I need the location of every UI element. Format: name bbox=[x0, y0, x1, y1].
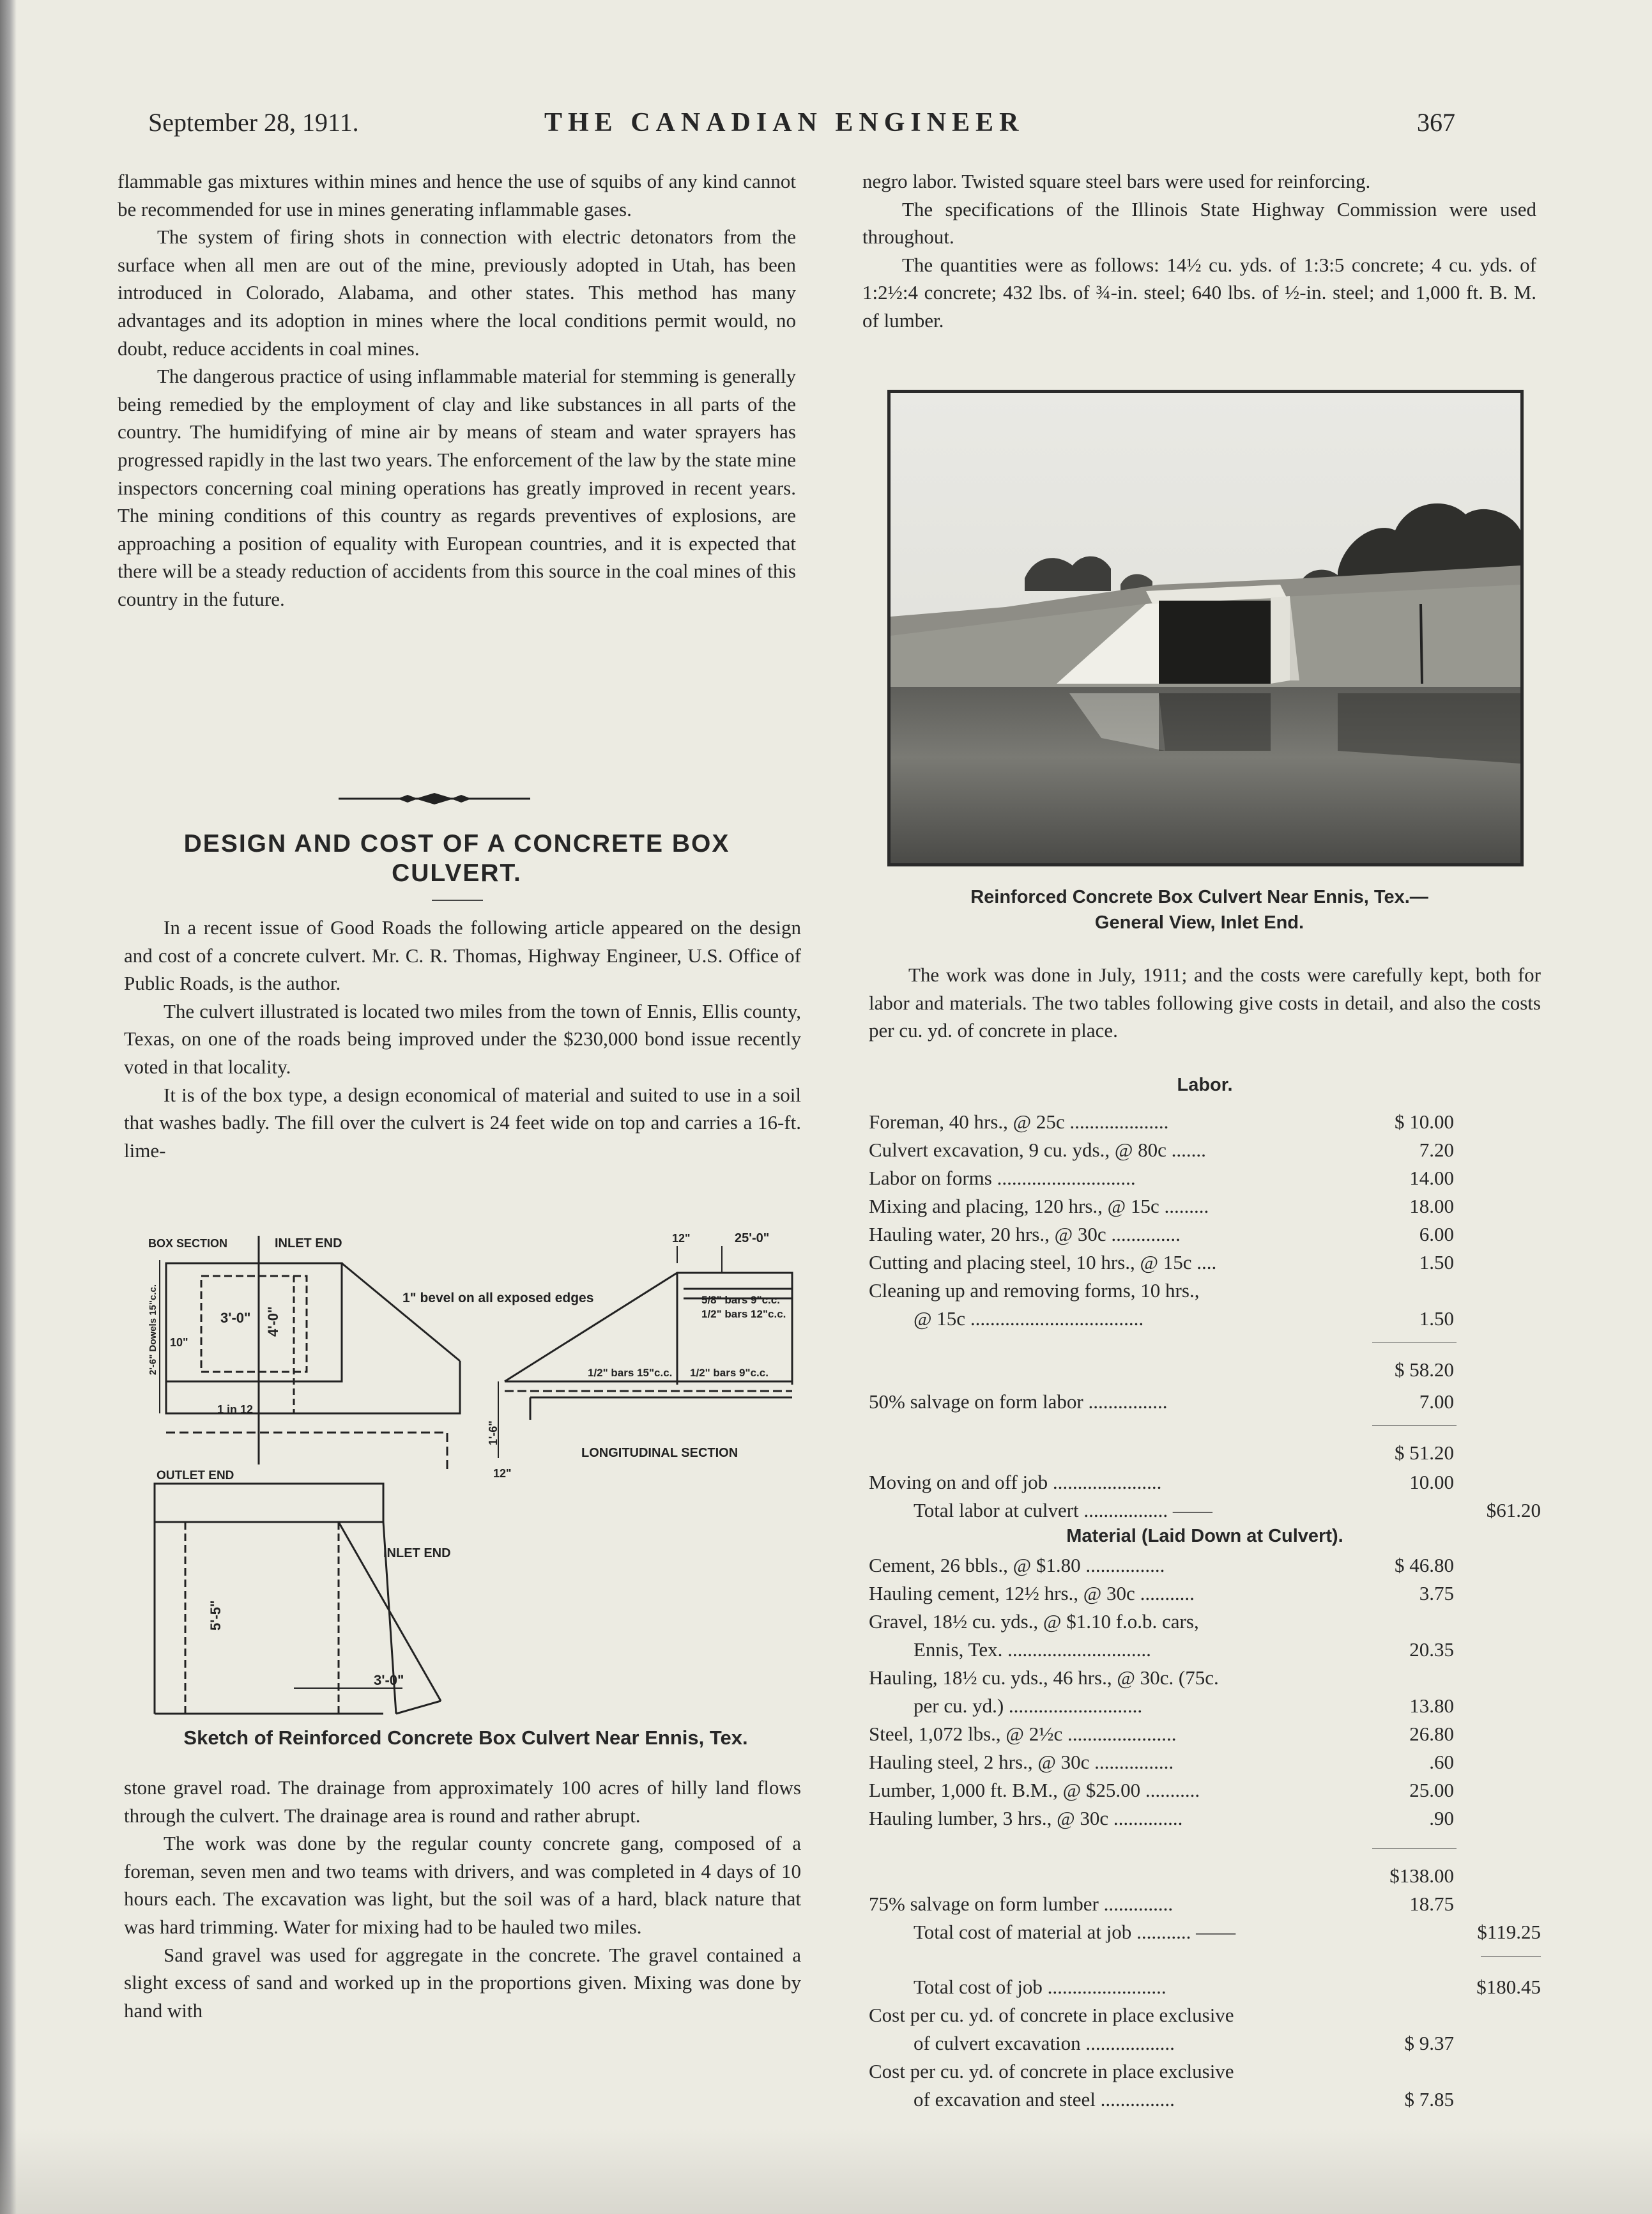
culvert-photograph bbox=[887, 390, 1524, 866]
sketch-dim-4-0: 4'-0" bbox=[265, 1306, 281, 1337]
sketch-caption: Sketch of Reinforced Concrete Box Culvert Near Ennis, Tex. bbox=[183, 1726, 748, 1749]
table-amount: .90 bbox=[1429, 1807, 1454, 1829]
table-amount: .60 bbox=[1429, 1751, 1454, 1773]
article-continued-text bbox=[124, 1774, 801, 2024]
page-bottom-shade bbox=[0, 2128, 1652, 2214]
paragraph: flammable gas mixtures within mines and hence the use of squibs of any kind cannot be recommended for use in mines generating inflammable gases. bbox=[118, 170, 796, 220]
sketch-bars-9cc-bottom: 1/2" bars 9"c.c. bbox=[690, 1367, 769, 1379]
table-amount: 7.20 bbox=[1419, 1139, 1454, 1161]
paragraph: stone gravel road. The drainage from approximately 100 acres of hilly land flows through the culvert. The drainage area is round and rather abrupt. bbox=[124, 1776, 801, 1827]
sketch-dim-1in12: 1 in 12 bbox=[217, 1403, 254, 1416]
sketch-label-inlet-end-top: INLET END bbox=[275, 1236, 342, 1250]
table-row: Total cost of material at job ........... —— bbox=[914, 1921, 1236, 1943]
table-row: Cost per cu. yd. of concrete in place exclusive bbox=[869, 2004, 1234, 2026]
table-row-continued: @ 15c ................................... bbox=[914, 1307, 1144, 1330]
sketch-label-box-section: BOX SECTION bbox=[148, 1237, 228, 1250]
table-row: 50% salvage on form labor ................ bbox=[869, 1390, 1168, 1413]
paragraph: The work was done in July, 1911; and the costs were carefully kept, both for labor and materials. The two tables following give costs in detail, and also the costs per cu. yd. of concrete in place. bbox=[869, 964, 1541, 1042]
table-row: Hauling water, 20 hrs., @ 30c .............. bbox=[869, 1223, 1181, 1245]
sketch-dim-5-5: 5'-5" bbox=[208, 1600, 224, 1631]
paragraph: The dangerous practice of using inflammable material for stemming is generally being remedied by the employment of clay and like substances in all parts of the country. The humidifying of mine air by means of steam and water sprayers has progressed rapidly in the last two years. The enforcement of the law by the state mine inspectors concerning coal mining operations has greatly improved in recent years. The mining conditions of this country as regards preventives of explosions, are approaching a position of equality with European countries, and it is expected that there will be a steady reduction of accidents from this source in the coal mines of this country in the future. bbox=[118, 365, 796, 610]
sketch-label-bevel: 1" bevel on all exposed edges bbox=[402, 1291, 594, 1305]
total-material-amount: $119.25 bbox=[1477, 1921, 1541, 1943]
sketch-bars-15cc: 1/2" bars 15"c.c. bbox=[588, 1367, 673, 1379]
table-amount: $ 9.37 bbox=[1404, 2032, 1454, 2054]
table-amount: 3.75 bbox=[1419, 1582, 1454, 1604]
article-title-line1: DESIGN AND COST OF A CONCRETE BOX bbox=[183, 830, 730, 857]
cost-intro-paragraph bbox=[869, 961, 1541, 1045]
subtotal-rule bbox=[1372, 1425, 1457, 1426]
sketch-label-outlet-end: OUTLET END bbox=[157, 1469, 234, 1482]
sketch-dim-dowels: 2'-6" Dowels 15"c.c. bbox=[148, 1284, 158, 1375]
table-amount: 6.00 bbox=[1419, 1223, 1454, 1245]
table-row: Lumber, 1,000 ft. B.M., @ $25.00 ........... bbox=[869, 1779, 1200, 1801]
labor-subtotal: $ 58.20 bbox=[1395, 1358, 1454, 1381]
table-amount: $ 10.00 bbox=[1395, 1111, 1454, 1133]
table-row: Cutting and placing steel, 10 hrs., @ 15c .... bbox=[869, 1251, 1217, 1273]
table-amount: $ 46.80 bbox=[1395, 1554, 1454, 1576]
culvert-sketch-diagram bbox=[147, 1228, 811, 1720]
paragraph: The work was done by the regular county concrete gang, composed of a foreman, seven men and two teams with drivers, and was completed in 4 days of 10 hours each. The excavation was light, but the soil was of a hard, black nature that was hard trimming. Water for mixing had to be hauled two miles. bbox=[124, 1832, 801, 1938]
header-date: September 28, 1911. bbox=[148, 108, 359, 137]
table-row-continued: of culvert excavation .................. bbox=[914, 2032, 1175, 2054]
table-amount: 10.00 bbox=[1409, 1471, 1454, 1493]
labor-net: $ 51.20 bbox=[1395, 1441, 1454, 1464]
table-row: Total labor at culvert ................. —— bbox=[914, 1499, 1212, 1521]
table-row: Cement, 26 bbls., @ $1.80 ................ bbox=[869, 1554, 1165, 1576]
photo-caption bbox=[862, 884, 1536, 935]
paragraph: negro labor. Twisted square steel bars were used for reinforcing. bbox=[862, 170, 1371, 192]
table-amount: 20.35 bbox=[1409, 1638, 1454, 1661]
table-amount: 26.80 bbox=[1409, 1723, 1454, 1745]
table-amount: 14.00 bbox=[1409, 1167, 1454, 1189]
total-job-amount: $180.45 bbox=[1476, 1976, 1541, 1998]
table-row: Hauling lumber, 3 hrs., @ 30c .............. bbox=[869, 1807, 1183, 1829]
page-number: 367 bbox=[1417, 108, 1455, 137]
table-amount: 18.00 bbox=[1409, 1195, 1454, 1217]
sketch-bars-12cc: 1/2" bars 12"c.c. bbox=[701, 1308, 786, 1320]
labor-heading: Labor. bbox=[1177, 1075, 1233, 1095]
paragraph: In a recent issue of Good Roads the following article appeared on the design and cost of a concrete culvert. Mr. C. R. Thomas, Highway Engineer, U.S. Office of Public Roads, is the author. bbox=[124, 916, 801, 995]
table-amount: 1.50 bbox=[1419, 1307, 1454, 1330]
sketch-dim-3-0: 3'-0" bbox=[220, 1310, 251, 1326]
table-row: Hauling cement, 12½ hrs., @ 30c ........... bbox=[869, 1582, 1195, 1604]
journal-masthead: THE CANADIAN ENGINEER bbox=[544, 108, 1025, 137]
table-amount: 18.75 bbox=[1409, 1893, 1454, 1915]
table-row: Hauling steel, 2 hrs., @ 30c ................ bbox=[869, 1751, 1174, 1773]
article-intro-text bbox=[124, 914, 801, 1164]
photo-caption-line2: General View, Inlet End. bbox=[1094, 912, 1304, 933]
table-amount: $ 7.85 bbox=[1404, 2088, 1454, 2110]
table-row: Cleaning up and removing forms, 10 hrs., bbox=[869, 1279, 1200, 1302]
culvert-photo-image bbox=[891, 393, 1520, 863]
table-row-continued: per cu. yd.) ........................... bbox=[914, 1695, 1143, 1717]
table-row: Foreman, 40 hrs., @ 25c .................... bbox=[869, 1111, 1169, 1133]
sketch-dim-1-6: 1'-6" bbox=[487, 1420, 500, 1445]
sketch-label-longitudinal: LONGITUDINAL SECTION bbox=[581, 1446, 738, 1460]
ornamental-divider bbox=[339, 791, 530, 806]
article-title-line2: CULVERT. bbox=[392, 859, 522, 887]
sketch-dim-12-bottom: 12" bbox=[493, 1467, 512, 1480]
paragraph: The quantities were as follows: 14½ cu. yds. of 1:3:5 concrete; 4 cu. yds. of 1:2½:4 concrete; 432 lbs. of ¾-in. steel; 640 lbs. of ½-in. steel; and 1,000 ft. B. M. of lumber. bbox=[862, 253, 1536, 332]
total-rule bbox=[1481, 1956, 1541, 1957]
paragraph: The system of firing shots in connection with electric detonators from the surface when all men are out of the mine, previously adopted in Utah, has been introduced in Colorado, Alabama, and other states. This method has many advantages and its adoption in mines where the local conditions permit would, no doubt, reduce accidents in coal mines. bbox=[118, 226, 796, 360]
material-heading: Material (Laid Down at Culvert). bbox=[1066, 1526, 1343, 1546]
article-title bbox=[118, 829, 796, 888]
table-row: Steel, 1,072 lbs., @ 2½c ...................... bbox=[869, 1723, 1177, 1745]
table-row-continued: Ennis, Tex. ............................. bbox=[914, 1638, 1151, 1661]
table-amount: 1.50 bbox=[1419, 1251, 1454, 1273]
table-row: Cost per cu. yd. of concrete in place exclusive bbox=[869, 2060, 1234, 2082]
table-row: 75% salvage on form lumber .............. bbox=[869, 1893, 1174, 1915]
paragraph: It is of the box type, a design economical of material and suited to use in a soil that washes badly. The fill over the culvert is 24 feet wide on top and carries a 16-ft. lime- bbox=[124, 1083, 801, 1162]
sketch-dim-10: 10" bbox=[170, 1336, 188, 1349]
subtotal-rule bbox=[1372, 1848, 1457, 1849]
table-row: Mixing and placing, 120 hrs., @ 15c ......... bbox=[869, 1195, 1209, 1217]
title-rule bbox=[432, 900, 483, 901]
table-amount: 25.00 bbox=[1409, 1779, 1454, 1801]
table-row: Total cost of job ........................ bbox=[914, 1976, 1166, 1998]
sketch-label-inlet-end-bottom: INLET END bbox=[383, 1546, 451, 1560]
table-row: Labor on forms ............................ bbox=[869, 1167, 1136, 1189]
paragraph: Sand gravel was used for aggregate in the concrete. The gravel contained a slight excess of sand and worked up in the proportions given. Mixing was done by hand with bbox=[124, 1943, 801, 2022]
sketch-dim-25-0: 25'-0" bbox=[735, 1231, 770, 1245]
material-subtotal: $138.00 bbox=[1389, 1864, 1454, 1887]
table-row: Hauling, 18½ cu. yds., 46 hrs., @ 30c. (75c. bbox=[869, 1666, 1219, 1689]
paragraph: The specifications of the Illinois State Highway Commission were used throughout. bbox=[862, 197, 1536, 249]
left-column-intro-text bbox=[118, 167, 796, 613]
table-row: Culvert excavation, 9 cu. yds., @ 80c ....... bbox=[869, 1139, 1206, 1161]
table-amount: 13.80 bbox=[1409, 1695, 1454, 1717]
table-row-continued: of excavation and steel ............... bbox=[914, 2088, 1175, 2110]
paragraph: The culvert illustrated is located two miles from the town of Ennis, Ellis county, Texas, on one of the roads being improved under the $230,000 bond issue recently voted in that locality. bbox=[124, 999, 801, 1078]
sketch-dim-12: 12" bbox=[672, 1232, 691, 1245]
page-binding-shadow bbox=[0, 0, 17, 2214]
sketch-bars-9cc-top: 5/8" bars 9"c.c. bbox=[701, 1294, 780, 1306]
total-labor-amount: $61.20 bbox=[1486, 1499, 1541, 1521]
right-column-intro-text bbox=[862, 167, 1536, 335]
table-row: Moving on and off job ...................... bbox=[869, 1471, 1162, 1493]
sketch-dim-3-0-bottom: 3'-0" bbox=[374, 1672, 404, 1688]
table-row: Gravel, 18½ cu. yds., @ $1.10 f.o.b. cars, bbox=[869, 1610, 1199, 1633]
photo-caption-line1: Reinforced Concrete Box Culvert Near Ennis, Tex.— bbox=[970, 887, 1428, 907]
table-amount: 7.00 bbox=[1419, 1390, 1454, 1413]
